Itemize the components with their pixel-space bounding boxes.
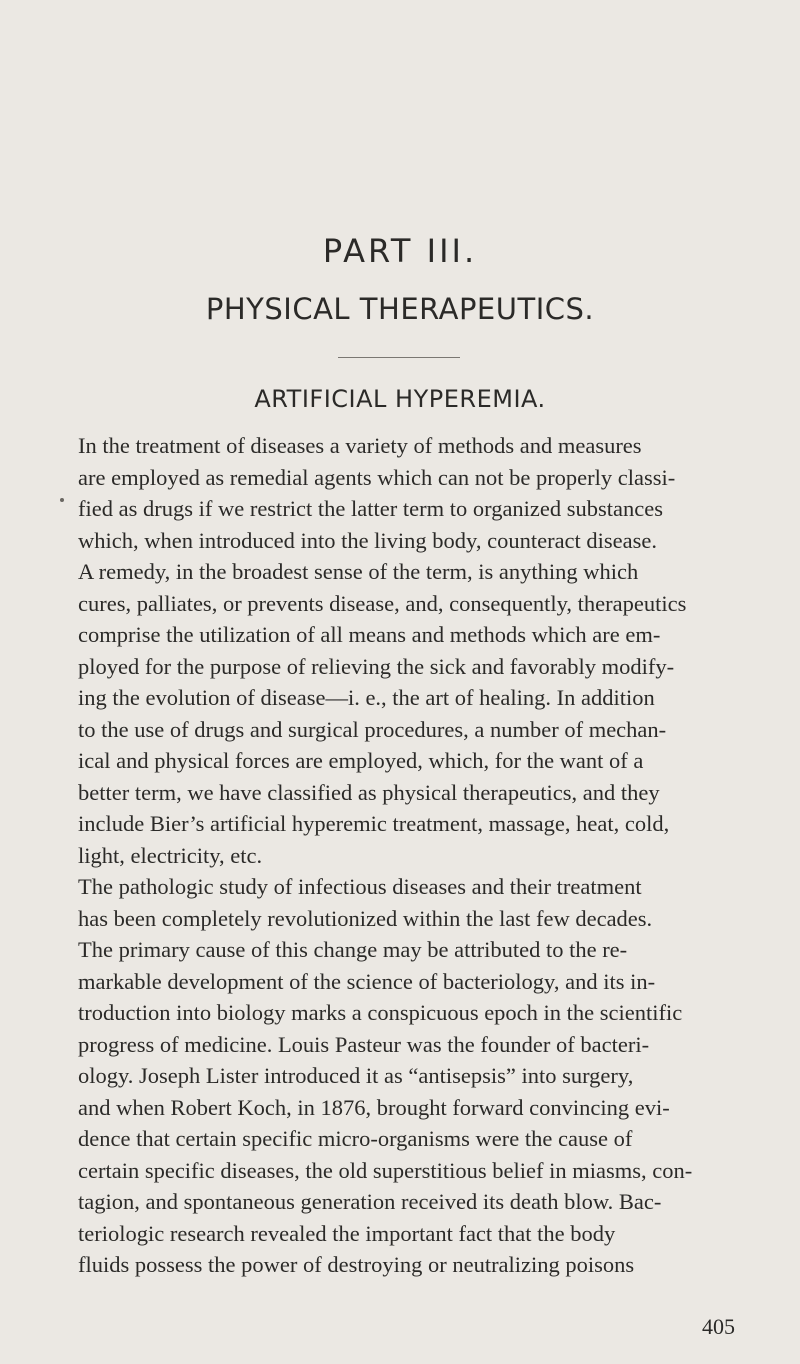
paragraph-1 (78, 430, 738, 871)
text-line: markable development of the science of bacteriology, and its in- (78, 968, 656, 994)
text-line: fluids possess the power of destroying or neutralizing poisons (78, 1252, 635, 1277)
main-title: PHYSICAL THERAPEUTICS. (205, 292, 595, 326)
text-line: progress of medicine. Louis Pasteur was the founder of bacteri- (78, 1031, 650, 1057)
text-line: and when Robert Koch, in 1876, brought forward convincing evi- (78, 1094, 670, 1120)
text-line: A remedy, in the broadest sense of the term, is anything which (78, 559, 639, 584)
text-line: certain specific diseases, the old superstitious belief in miasms, con- (78, 1157, 693, 1183)
margin-mark (60, 498, 64, 502)
part-title: PART III. (322, 232, 478, 270)
body-text (78, 430, 738, 1281)
text-line: better term, we have classified as physical therapeutics, and they (78, 779, 660, 805)
paragraph-2 (78, 871, 738, 1281)
text-line: which, when introduced into the living body, counteract disease. (78, 527, 658, 553)
text-line: light, electricity, etc. (78, 842, 263, 868)
text-line: teriologic research revealed the important fact that the body (78, 1220, 616, 1246)
text-line: ployed for the purpose of relieving the sick and favorably modify- (78, 653, 675, 679)
text-line: tagion, and spontaneous generation received its death blow. Bac- (78, 1189, 662, 1214)
text-line: ology. Joseph Lister introduced it as “antisepsis” into surgery, (78, 1063, 634, 1088)
text-line: troduction into biology marks a conspicuous epoch in the scientific (78, 1000, 683, 1025)
text-line: include Bier’s artificial hyperemic treatment, massage, heat, cold, (78, 811, 670, 836)
text-line: In the treatment of diseases a variety of methods and measures (78, 433, 642, 458)
page-number: 405 (702, 1314, 735, 1339)
text-line: ical and physical forces are employed, which, for the want of a (78, 748, 644, 773)
text-line: The primary cause of this change may be attributed to the re- (78, 937, 628, 962)
text-line: fied as drugs if we restrict the latter term to organized substances (78, 496, 664, 521)
text-line: has been completely revolutionized within the last few decades. (78, 905, 653, 931)
text-line: cures, palliates, or prevents disease, and, consequently, therapeutics (78, 590, 687, 616)
text-line: to the use of drugs and surgical procedures, a number of mechan- (78, 716, 667, 742)
section-title: ARTIFICIAL HYPEREMIA. (254, 385, 546, 413)
text-line: are employed as remedial agents which can not be properly classi- (78, 464, 676, 490)
text-line: dence that certain specific micro-organisms were the cause of (78, 1126, 633, 1151)
text-line: The pathologic study of infectious diseases and their treatment (78, 874, 642, 899)
text-line: ing the evolution of disease—i. e., the art of healing. In addition (78, 685, 655, 710)
title-divider (338, 357, 460, 358)
text-line: comprise the utilization of all means and methods which are em- (78, 622, 661, 647)
